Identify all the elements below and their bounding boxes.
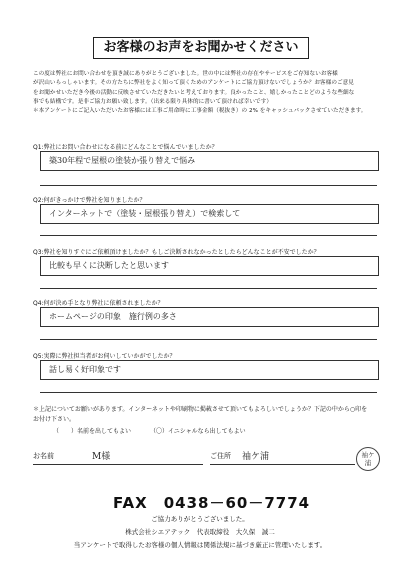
consent-text: ＊上記についてお願いがあります。インターネットや印刷物に掲載させて頂いてもよろしいでしょうか？下記の中から○印を: [33, 406, 368, 413]
intro-line: が沢山いらっしゃいます。その方たちに弊社をよく知って頂くためのアンケートにご協力頂けないでしょうか？お客様のご意見: [33, 80, 354, 87]
option-name-public[interactable]: （ ）名前を出してもよい: [53, 428, 132, 435]
answer-line: [40, 235, 377, 236]
intro-text: [33, 70, 373, 116]
question-3-answer: 比較も早くに決断したと思います: [49, 261, 169, 270]
address-value: 袖ケ浦: [242, 452, 270, 462]
question-2-answer-box: [40, 204, 379, 224]
name-underline: [33, 464, 203, 465]
name-label: お名前: [33, 452, 54, 460]
option-initial-public[interactable]: （〇）イニシャルなら出してもよい: [150, 428, 246, 435]
question-1-answer: 築30年程で屋根の塗装か張り替えで悩み: [49, 156, 196, 165]
address-underline: [210, 464, 355, 465]
question-4-label: Q4:何が決め手となり弊社に依頼されましたか？: [33, 300, 164, 307]
seal-text-top: 袖ケ: [361, 451, 375, 459]
footer-thanks: ご協力ありがとうございました。: [151, 515, 249, 523]
name-value: M様: [92, 452, 111, 462]
question-1-answer-box: [40, 151, 379, 171]
address-label: ご住所: [210, 452, 231, 460]
question-2-answer: インターネットで（塗装・屋根張り替え）で検索して: [49, 209, 241, 218]
question-2-label: Q2:何がきっかけで弊社を知りましたか？: [33, 197, 146, 204]
question-1-label: Q1:弊社にお問い合わせになる前にどんなことで悩んでいましたか？: [33, 144, 218, 151]
question-5-answer-box: [40, 360, 379, 380]
intro-line: ＊本アンケートにご記入いただいたお客様には工事ご用命時に工事金額（税抜き）の 2% をキャッシュバックさせていただきます。: [33, 108, 367, 115]
answer-line: [40, 339, 377, 340]
consent-text-2: お付け下さい。: [33, 416, 76, 423]
intro-line: 事でも結構です。是非ご協力お願い致します。（出来る限り具体的に書いて頂ければ幸いです）: [33, 98, 272, 105]
fax-number: FAX 0438－60－7774: [113, 494, 311, 512]
question-3-answer-box: [40, 256, 379, 276]
question-4-answer: ホームページの印象 施行例の多さ: [49, 312, 177, 321]
question-5-answer: 話し易く好印象です: [49, 365, 121, 374]
question-5-label: Q5:実際に弊社担当者がお伺いしていかがでしたか？: [33, 353, 176, 360]
seal-text-bottom: 浦: [364, 459, 372, 467]
intro-line: をお聞かせいただき今後の活動に反映させていただきたいと考えております。良かったこと、嬉しかったことどのような些細な: [33, 89, 355, 96]
question-3-label: Q3:弊社を知りすぐにご依頼頂けましたか？もしご決断されなかったとしたらどんなことが不安でしたか？: [33, 249, 320, 256]
intro-line: この度は弊社にお問い合わせを頂き誠にありがとうございました。世の中には弊社の存在やサービスをご存知ないお客様: [33, 71, 338, 77]
footer-privacy: 当アンケートで取得したお客様の個人情報は関係法規に基づき厳正に管理いたします。: [73, 541, 327, 549]
page-title: お客様のお声をお聞かせください: [93, 37, 309, 59]
answer-line: [40, 185, 377, 186]
question-4-answer-box: [40, 307, 379, 327]
seal-stamp: [356, 447, 380, 471]
answer-line: [40, 392, 377, 393]
answer-line: [40, 288, 377, 289]
footer-company: 株式会社シエアテック 代表取締役 大久保 誠二: [125, 528, 275, 536]
